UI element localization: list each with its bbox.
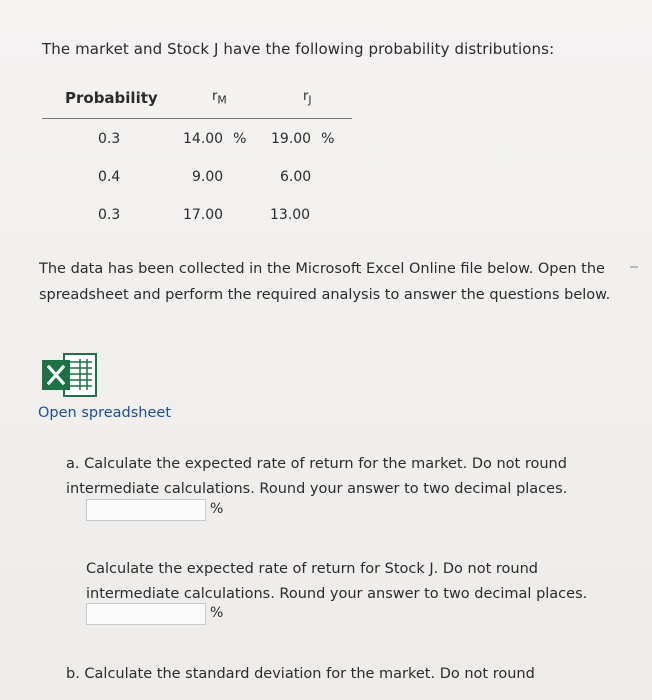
answer-input-market-return[interactable] (86, 499, 206, 521)
cell-rm-unit: % (233, 131, 247, 147)
cell-probability: 0.3 (98, 207, 121, 223)
distribution-table (42, 86, 352, 245)
cell-rj: 13.00 (270, 207, 311, 223)
cell-rj (271, 131, 334, 147)
header-probability: Probability (65, 89, 158, 107)
cell-rm (183, 131, 246, 147)
question-b-market-std-dev: b. Calculate the standard deviation for the market. Do not round (66, 666, 535, 682)
header-rj: $r_J$ (303, 89, 312, 107)
open-spreadsheet-link[interactable]: Open spreadsheet (38, 405, 172, 421)
cell-rm-value: 14.00 (183, 131, 224, 147)
table-row (42, 207, 352, 245)
cell-probability: 0.3 (98, 131, 121, 147)
cell-rm: 17.00 (183, 207, 224, 223)
header-rm: $r_M$ (212, 89, 227, 107)
table-row (42, 169, 352, 207)
answer-unit-percent: % (210, 605, 224, 621)
answer-unit-percent: % (210, 501, 224, 517)
cell-rj-unit: % (321, 131, 335, 147)
instructions-paragraph: The data has been collected in the Microsoft Excel Online file below. Open the spreadsheet and perform the required analysis to answer the questions below. (39, 261, 611, 303)
question-a-text: a. Calculate the expected rate of return for the market. Do not round intermediate calculations. Round your answer to two decimal places. (66, 456, 568, 497)
table-header (42, 86, 352, 119)
question-a-market-expected-return (66, 452, 626, 502)
scroll-marker (630, 266, 638, 268)
header-rm-sub: M (217, 93, 227, 107)
question-a-stock-j-expected-return: Calculate the expected rate of return for Stock J. Do not round intermediate calculations. Round your answer to two decimal places. (86, 561, 588, 602)
cell-rm: 9.00 (192, 169, 224, 185)
header-rj-sub: J (308, 93, 312, 107)
cell-probability: 0.4 (98, 169, 121, 185)
answer-input-stock-j-return[interactable] (86, 603, 206, 625)
cell-rj: 6.00 (280, 169, 312, 185)
intro-text: The market and Stock J have the following probability distributions: (42, 40, 555, 58)
excel-icon[interactable] (40, 350, 98, 400)
table-row (42, 131, 352, 169)
cell-rj-value: 19.00 (271, 131, 312, 147)
